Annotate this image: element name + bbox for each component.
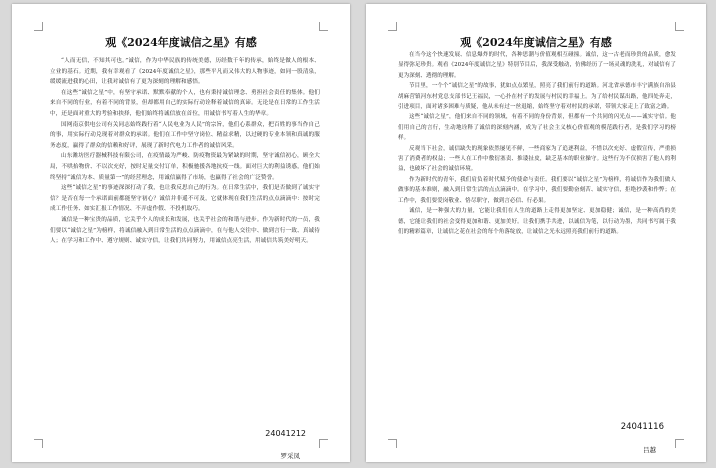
crop-mark: [34, 22, 43, 31]
paragraph: 国网南京供电公司有关同志始终践行着“人民电业为人民”的宗旨，他们心系群众，把百姓的事当作自己的事，用实际行动兑现着对群众的承诺。他们在工作中坚守岗位、精益求精，以过硬的专业本领和真诚的服务态度，赢得了群众的信赖和好评，展现了新时代电力工作者的诚信风采。: [50, 121, 320, 149]
paragraph: 在当今这个快速发展、信息爆炸的时代，各种思潮与价值观相互碰撞。诚信，这一古老而珍贵的品质，愈发显得弥足珍贵。观看《2024年度诚信之星》特别节目后，我深受触动，仿佛经历了一场灵魂的洗礼，对诚信有了更为深刻、透彻的理解。: [398, 52, 676, 79]
essay-body: [398, 50, 676, 237]
paragraph: “人而无信，不知其可也。”诚信，作为中华民族的传统美德，历经数千年的传承，始终是做人的根本、立业的基石。近期，我有幸观看了《2024年度诚信之星》，那些平凡而又伟大的人物事迹，如同一股清泉，缓缓流进我的心田，让我对诚信有了更为深刻的理解和感悟。: [50, 58, 320, 86]
document-page-left: [12, 4, 350, 462]
paragraph: 作为新时代的青年，我们肩负着时代赋予的使命与责任。我们要以“诚信之星”为榜样，将诚信作为我们做人做事的基本准则，融入到日常生活的点点滴滴中。在学习中，我们要勤奋刻苦、诚实守信，拒绝抄袭和作弊；在工作中，我们要爱岗敬业、恪尽职守，做到言必信、行必果。: [398, 176, 676, 204]
crop-mark: [319, 22, 328, 31]
paragraph: 这些“诚信之星”的事迹深深打动了我，也让我反思自己的行为。在日常生活中，我们是否做到了诚实守信？是否在每一个承诺面前都能坚守初心？诚信并非遥不可及，它就体现在我们生活的点点滴滴中：按时完成工作任务、如实汇报工作情况、不弄虚作假、不投机取巧。: [50, 185, 320, 213]
crop-mark: [319, 439, 328, 448]
signature-id: 24041116: [620, 422, 664, 432]
paragraph: 这些“诚信之星”，他们来自不同的领域，有着不同的身份背景，但都有一个共同的闪光点——诚实守信。他们用自己的言行，生动地诠释了诚信的深刻内涵，成为了社会主义核心价值观的模范践行者，是我们学习的榜样。: [398, 114, 676, 142]
paragraph: 在这些“诚信之星”中，有坚守承诺、默默奉献的个人，也有秉持诚信理念、勇担社会责任的集体。他们来自不同的行业，有着不同的背景，但却都用自己的实际行动诠释着诚信的真谛。无论是在日常的工作生活中，还是面对重大的考验和抉择，他们始终将诚信放在首位，用诚信书写着人生的华章。: [50, 89, 320, 117]
crop-mark: [388, 22, 397, 31]
crop-mark: [388, 439, 397, 448]
signature-name: 罗采凤: [280, 452, 300, 460]
paragraph: 诚信，是一种强大的力量，它能让我们在人生的道路上走得更加坚定、更加稳健；诚信，是一种高尚的美德，它能让我们的社会变得更加和谐、更加美好。让我们携手共进，以诚信为笔，以行动为墨，共同书写属于我们的精彩篇章，让诚信之花在社会的每个角落绽放，让诚信之光永远照亮我们前行的道路。: [398, 208, 676, 235]
page-title: 观《2024年度诚信之星》有感: [460, 36, 612, 49]
signature-name: 吕越: [643, 446, 656, 454]
document-page-right: [366, 4, 706, 462]
paragraph: 反观当下社会，诚信缺失的现象依然屡见不鲜，一些商家为了追逐利益，不惜以次充好、虚假宣传，严重损害了消费者的权益；一些人在工作中敷衍塞责、推诿扯皮，缺乏基本的职业操守。这些行为不仅损害了他人的利益，也破坏了社会的诚信环境。: [398, 145, 676, 173]
paragraph: 诚信是一种宝贵的品质，它关乎个人的成长和发展，也关乎社会的和谐与进步。作为新时代的一员，我们要以“诚信之星”为榜样，将诚信融入到日常生活的点点滴滴中，在与他人交往中、做到言行一致、真诚待人；在学习和工作中、遵守规则、诚实守信，让我们共同努力，用诚信点亮生活，用诚信共筑美好明天。: [50, 216, 320, 245]
paragraph: 山东潍坊医疗器械科技有限公司，在疫情最为严峻、防疫物资最为紧缺的时期，坚守诚信初心，顾全大局，不哄抬物价、不以次充好，按时足量交付订单，积极驰援各地抗疫一线。面对巨大的利益诱惑，他们始终坚持“诚信为本、质量第一”的经营理念，用诚信赢得了市场，也赢得了社会的广泛赞誉。: [50, 153, 320, 181]
paragraph: 节目里，一个个“诚信之星”的故事，犹如点点繁星，照亮了我们前行的道路。河北省承德市丰宁满族自治县胡麻营镇河东村党总支部书记王福民，一心扑在村子的发展与村民的幸福上。为了给村民谋出路，他四处奔走，引进项目，面对诸多困难与质疑，他从未有过一丝退缩，始终坚守着对村民的承诺，带领大家走上了致富之路。: [398, 83, 676, 111]
crop-mark: [34, 439, 43, 448]
essay-body: [50, 56, 320, 247]
crop-mark: [675, 439, 684, 448]
page-title: 观《2024年度诚信之星》有感: [105, 36, 257, 49]
signature-id: 24041212: [265, 429, 306, 438]
crop-mark: [675, 22, 684, 31]
